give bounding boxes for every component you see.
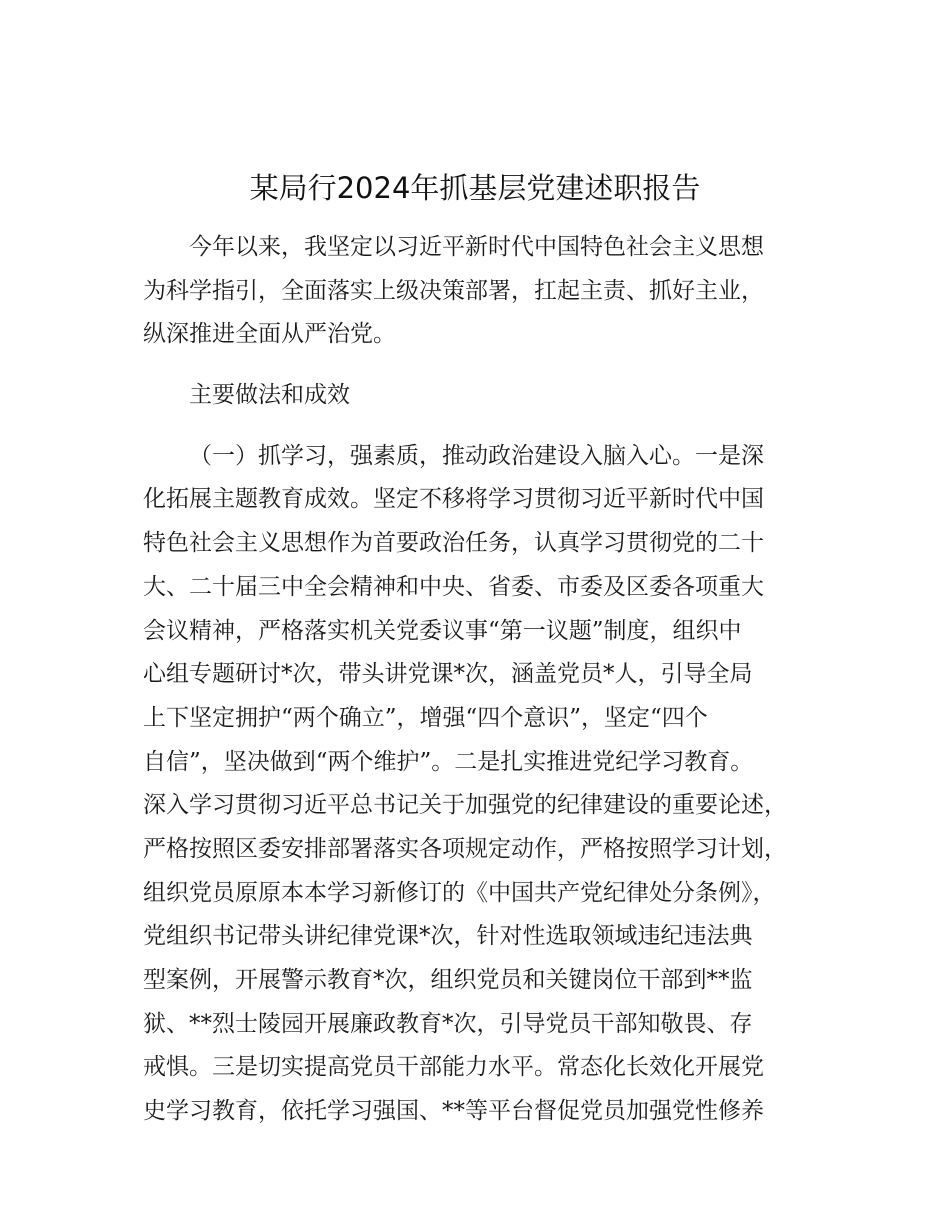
section1-line-13: 型案例，开展警示教育*次，组织党员和关键岗位干部到**监 — [143, 967, 753, 993]
section1-line-14: 狱、**烈士陵园开展廉政教育*次，引导党员干部知敬畏、存 — [143, 1010, 753, 1037]
section1-line-3: 特色社会主义思想作为首要政治任务，认真学习贯彻党的二十 — [143, 530, 764, 557]
section1-line-6: 心组专题研讨*次，带头讲党课*次，涵盖党员*人，引导全局 — [143, 661, 753, 688]
section1-line-9: 深入学习贯彻习近平总书记关于加强党的纪律建设的重要论述， — [143, 792, 787, 819]
section1-line-4: 大、二十届三中全会精神和中央、省委、市委及区委各项重大 — [143, 573, 764, 600]
intro-line-3: 纵深推进全面从严治党。 — [143, 321, 396, 348]
intro-line-1: 今年以来，我坚定以习近平新时代中国特色社会主义思想 — [189, 234, 764, 260]
section1-line-2: 化拓展主题教育成效。坚定不移将学习贯彻习近平新时代中国 — [143, 486, 764, 513]
paragraph-gap — [143, 357, 823, 374]
section1-line-15: 戒惧。三是切实提高党员干部能力水平。常态化长效化开展党 — [143, 1054, 764, 1081]
section1-line-8: 自信”，坚决做到“两个维护”。二是扎实推进党纪学习教育。 — [143, 748, 754, 775]
section1-line-10: 严格按照区委安排部署落实各项规定动作，严格按照学习计划， — [143, 835, 787, 862]
document-body — [143, 226, 823, 1134]
intro-line-2: 为科学指引，全面落实上级决策部署，扛起主责、抓好主业， — [143, 277, 764, 304]
section1-line-16: 史学习教育，依托学习强国、**等平台督促党员加强党性修养 — [143, 1098, 764, 1125]
section1-line-12: 党组织书记带头讲纪律党课*次，针对性选取领域违纪违法典 — [143, 923, 753, 950]
section-heading: 主要做法和成效 — [189, 382, 350, 409]
paragraph-gap — [143, 418, 823, 435]
section1-line-11: 组织党员原原本本学习新修订的《中国共产党纪律处分条例》， — [143, 879, 776, 906]
section1-line-5: 会议精神，严格落实机关党委议事“第一议题”制度，组织中 — [143, 617, 742, 644]
section1-line-1: （一）抓学习，强素质，推动政治建设入脑入心。一是深 — [189, 442, 764, 469]
document-title: 某局行2024年抓基层党建述职报告 — [249, 171, 701, 205]
section1-line-7: 上下坚定拥护“两个确立”，增强“四个意识”，坚定“四个 — [143, 704, 708, 731]
